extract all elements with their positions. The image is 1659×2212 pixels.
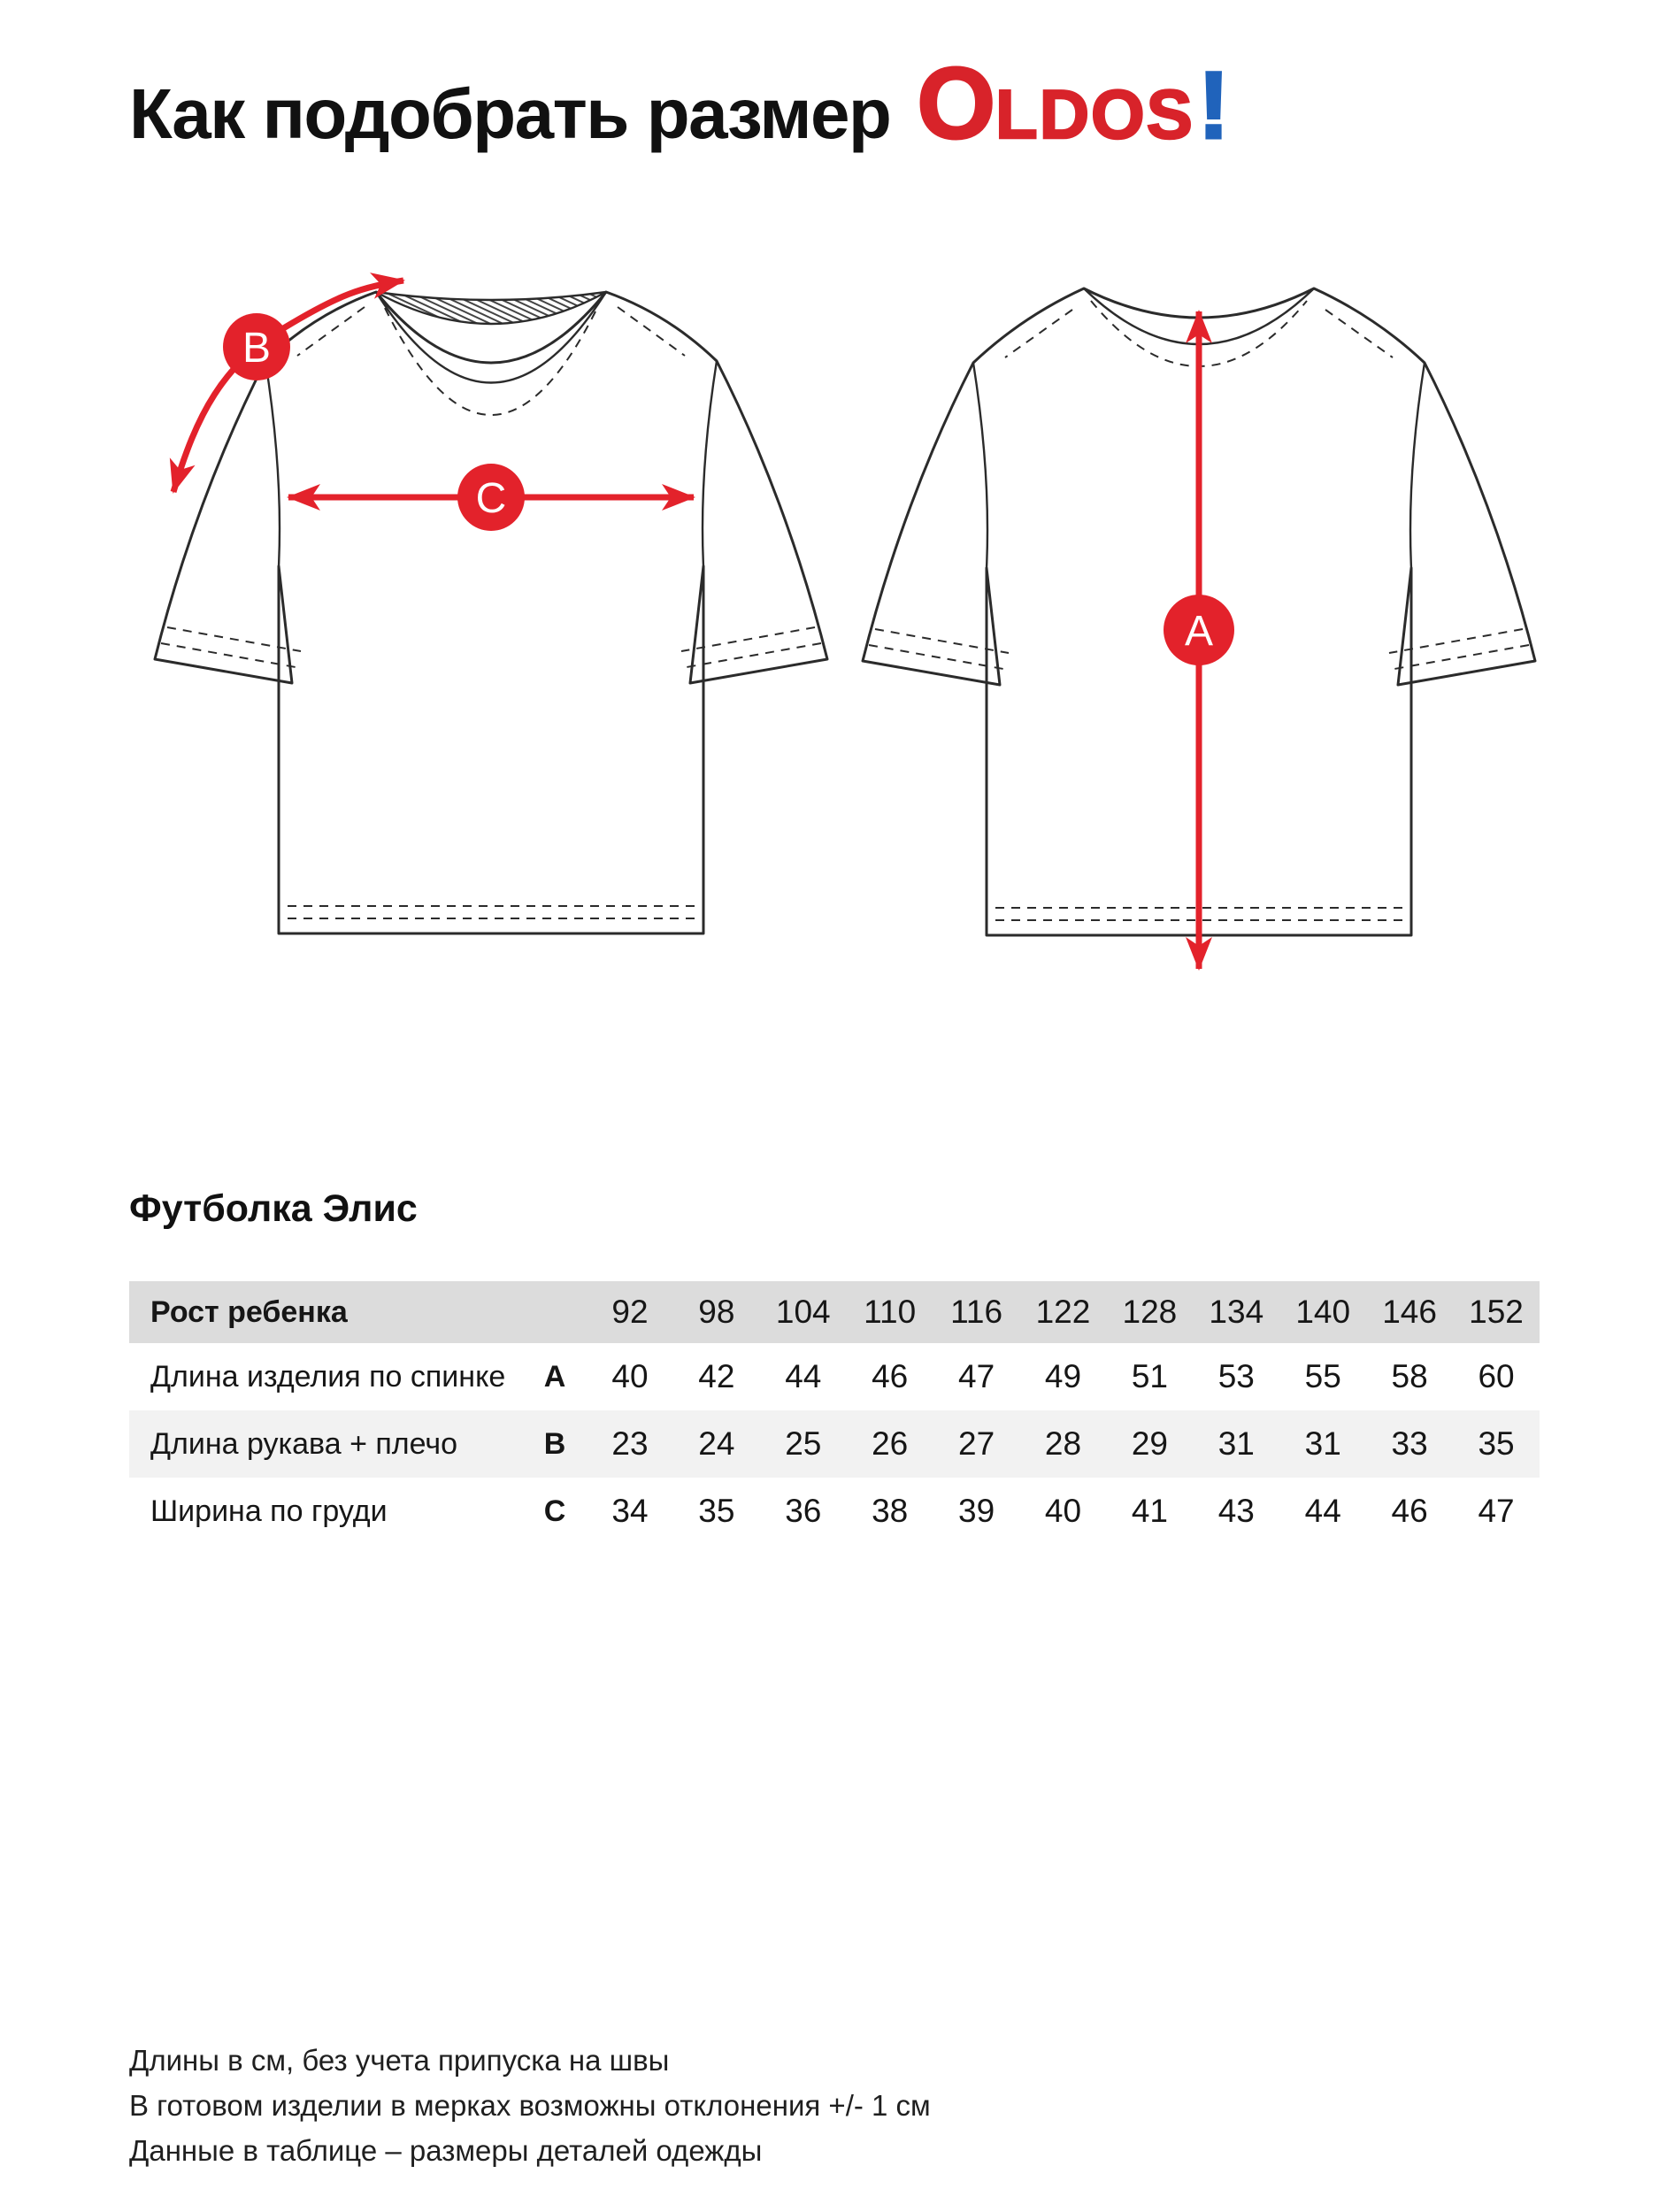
- measure-badge-a-letter: A: [1184, 608, 1214, 655]
- value-cell: 44: [785, 1358, 822, 1394]
- row-label: Ширина по груди: [150, 1494, 388, 1528]
- value-cell: 35: [698, 1493, 735, 1529]
- size-header-cell: 152: [1453, 1281, 1540, 1343]
- header-label: Рост ребенка: [129, 1281, 523, 1343]
- tshirt-front-diagram: [133, 248, 885, 1026]
- size-table-body: [129, 1281, 1540, 1545]
- measure-badge-c-letter: C: [475, 475, 507, 522]
- note-line: Длины в см, без учета припуска на швы: [129, 2044, 670, 2077]
- front-shirt-body: [155, 292, 827, 933]
- value-cell: 26: [847, 1410, 933, 1478]
- value-cell: 60: [1478, 1358, 1515, 1394]
- value-cell: 35: [1453, 1410, 1540, 1478]
- size-header-cell: 98: [673, 1281, 760, 1343]
- measure-badge-b-letter: B: [242, 325, 272, 372]
- value-cell: 29: [1106, 1410, 1193, 1478]
- page-header: [129, 46, 1230, 162]
- value-cell: 33: [1366, 1410, 1453, 1478]
- tshirt-back-diagram: [841, 248, 1593, 1026]
- front-collar-rib: [376, 292, 606, 324]
- value-cell: 43: [1217, 1493, 1255, 1529]
- value-cell: 40: [1044, 1493, 1082, 1529]
- size-header-cell: 116: [933, 1281, 1020, 1343]
- size-header-cell: 128: [1106, 1281, 1193, 1343]
- value-cell: 55: [1304, 1358, 1341, 1394]
- logo-letters-ldos: LDOS: [995, 75, 1194, 153]
- value-cell: 36: [785, 1493, 822, 1529]
- size-header-cell: 146: [1366, 1281, 1453, 1343]
- value-cell: 58: [1391, 1358, 1428, 1394]
- value-cell: 40: [611, 1358, 649, 1394]
- value-cell: 44: [1304, 1493, 1341, 1529]
- value-cell: 51: [1131, 1358, 1168, 1394]
- size-header-cell: 134: [1193, 1281, 1279, 1343]
- row-label: Длина изделия по спинке: [150, 1359, 506, 1394]
- note-line: Данные в таблице – размеры деталей одежды: [129, 2134, 763, 2168]
- value-cell: 46: [872, 1358, 909, 1394]
- value-cell: 31: [1193, 1410, 1279, 1478]
- size-table: [129, 1281, 1540, 1545]
- value-cell: 47: [1478, 1493, 1515, 1529]
- value-cell: 47: [958, 1358, 995, 1394]
- value-cell: 41: [1131, 1493, 1168, 1529]
- value-cell: 49: [1044, 1358, 1082, 1394]
- value-cell: 24: [673, 1410, 760, 1478]
- value-cell: 53: [1217, 1358, 1255, 1394]
- logo-letter-o: O: [917, 48, 996, 160]
- size-header-cell: 140: [1279, 1281, 1366, 1343]
- value-cell: 46: [1391, 1493, 1428, 1529]
- table-header-row: [129, 1281, 1540, 1343]
- page-title: Как подобрать размер: [129, 74, 891, 153]
- table-row: [129, 1478, 1540, 1545]
- row-letter: B: [523, 1410, 587, 1478]
- value-cell: 27: [933, 1410, 1020, 1478]
- row-letter: C: [543, 1494, 566, 1528]
- size-header-cell: 92: [587, 1281, 673, 1343]
- row-letter: A: [543, 1359, 566, 1394]
- value-cell: 28: [1020, 1410, 1107, 1478]
- value-cell: 38: [872, 1493, 909, 1529]
- value-cell: 23: [587, 1410, 673, 1478]
- note-line: В готовом изделии в мерках возможны отклонения +/- 1 см: [129, 2089, 931, 2123]
- value-cell: 42: [698, 1358, 735, 1394]
- value-cell: 25: [760, 1410, 847, 1478]
- value-cell: 39: [958, 1493, 995, 1529]
- size-header-cell: 110: [847, 1281, 933, 1343]
- value-cell: 31: [1279, 1410, 1366, 1478]
- brand-logo: [917, 46, 1229, 162]
- product-title: Футболка Элис: [129, 1187, 418, 1230]
- table-row: [129, 1410, 1540, 1478]
- row-label: Длина рукава + плечо: [129, 1410, 523, 1478]
- footnotes: [129, 2038, 931, 2173]
- size-header-cell: 104: [760, 1281, 847, 1343]
- logo-exclamation: !: [1197, 51, 1230, 158]
- header-letter: [523, 1281, 587, 1343]
- table-row: [129, 1343, 1540, 1410]
- size-header-cell: 122: [1020, 1281, 1107, 1343]
- value-cell: 34: [611, 1493, 649, 1529]
